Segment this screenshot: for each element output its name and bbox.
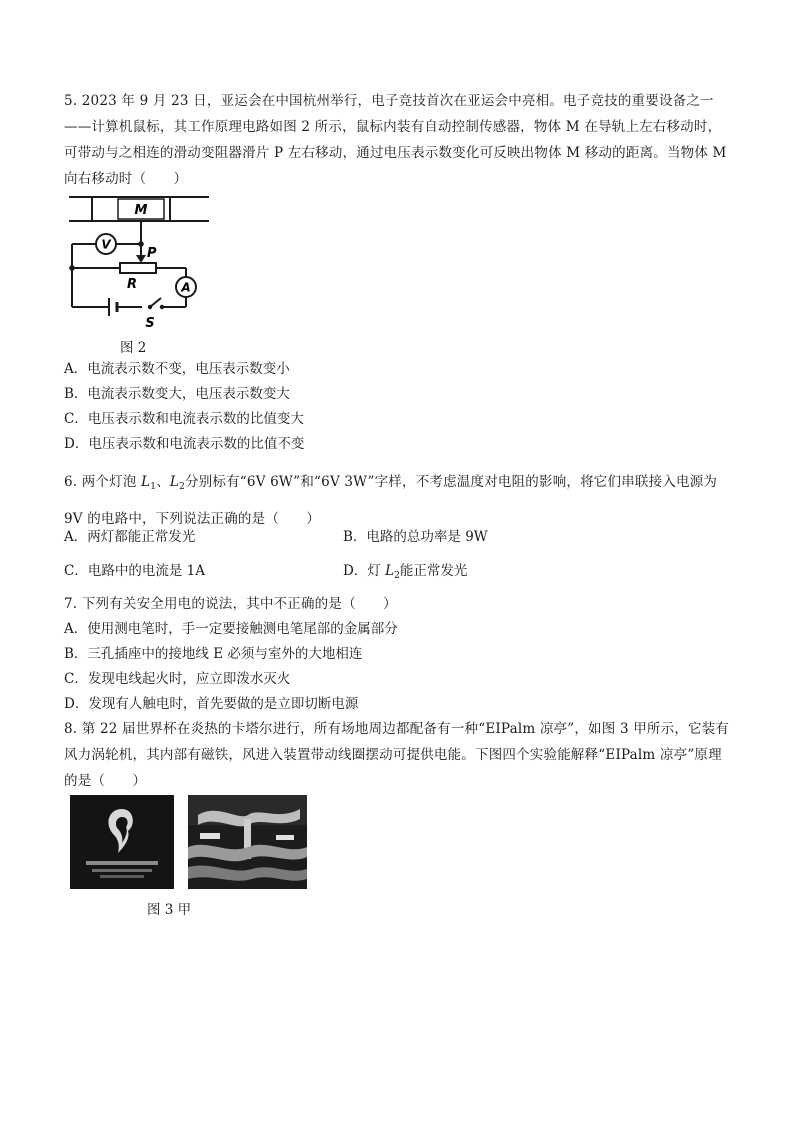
voltmeter-label: V (101, 237, 111, 252)
question-8-stem: 8. 第 22 届世界杯在炎热的卡塔尔进行，所有场地周边都配备有一种“EIPalm 凉亭”，如图 3 甲所示，它装有风力涡轮机，其内部有磁铁，风进入装置带动线圈摆动可提供电能。下图四个实验能解释“EIPalm 凉亭”原理的是（ ） (64, 721, 730, 789)
slider-p-label: P (147, 246, 157, 261)
figure-3a-pavilion-photo (188, 795, 307, 889)
figure-2-caption: 图 2 (120, 340, 147, 356)
q7-option-a: A．使用测电笔时，手一定要接触测电笔尾部的金属部分 (64, 621, 398, 637)
question-6-stem: 6. 两个灯泡 $L_1$、$L_2$分别标有“6V 6W”和“6V 3W”字样，不考虑温度对电阻的影响，将它们串联接入电源为 9V 的电路中，下列说法正确的是（ ） (64, 474, 718, 527)
q6-option-c: C．电路中的电流是 1A (64, 563, 205, 579)
question-5-stem: 5. 2023 年 9 月 23 日，亚运会在中国杭州举行，电子竞技首次在亚运会中亮相。电子竞技的重要设备之一——计算机鼠标，其工作原理电路如图 2 所示，鼠标内装有自动控制传感器，物体 M 在导轨上左右移动时，可带动与之相连的滑动变阻器滑片 P 左右移动，通过电压表示数变化可反映出物体 M 移动的距离。当物体 M 向右移动时（ ） (64, 93, 727, 187)
figure-2-circuit-diagram (64, 193, 214, 331)
figure-3a-logo-photo (70, 795, 174, 889)
figure-3a-caption: 图 3 甲 (147, 902, 192, 918)
object-m-label: M (134, 203, 148, 218)
q5-option-a: A．电流表示数不变，电压表示数变小 (64, 361, 290, 377)
ammeter-label: A (181, 280, 191, 295)
q7-option-d: D．发现有人触电时，首先要做的是立即切断电源 (64, 696, 359, 712)
resistor-r-label: R (126, 277, 138, 292)
q6-option-b: B．电路的总功率是 9W (343, 529, 488, 545)
q5-option-c: C．电压表示数和电流表示数的比值变大 (64, 411, 304, 427)
switch-s-label: S (145, 316, 155, 331)
question-7-stem: 7. 下列有关安全用电的说法，其中不正确的是（ ） (64, 596, 397, 612)
q7-option-b: B．三孔插座中的接地线 E 必须与室外的大地相连 (64, 646, 363, 662)
q5-option-d: D．电压表示数和电流表示数的比值不变 (64, 436, 305, 452)
q7-option-c: C．发现电线起火时，应立即泼水灭火 (64, 671, 291, 687)
q5-option-b: B．电流表示数变大，电压表示数变大 (64, 386, 290, 402)
q6-option-d: D．灯 $L_2$能正常发光 (343, 563, 468, 581)
q6-option-a: A．两灯都能正常发光 (64, 529, 196, 545)
